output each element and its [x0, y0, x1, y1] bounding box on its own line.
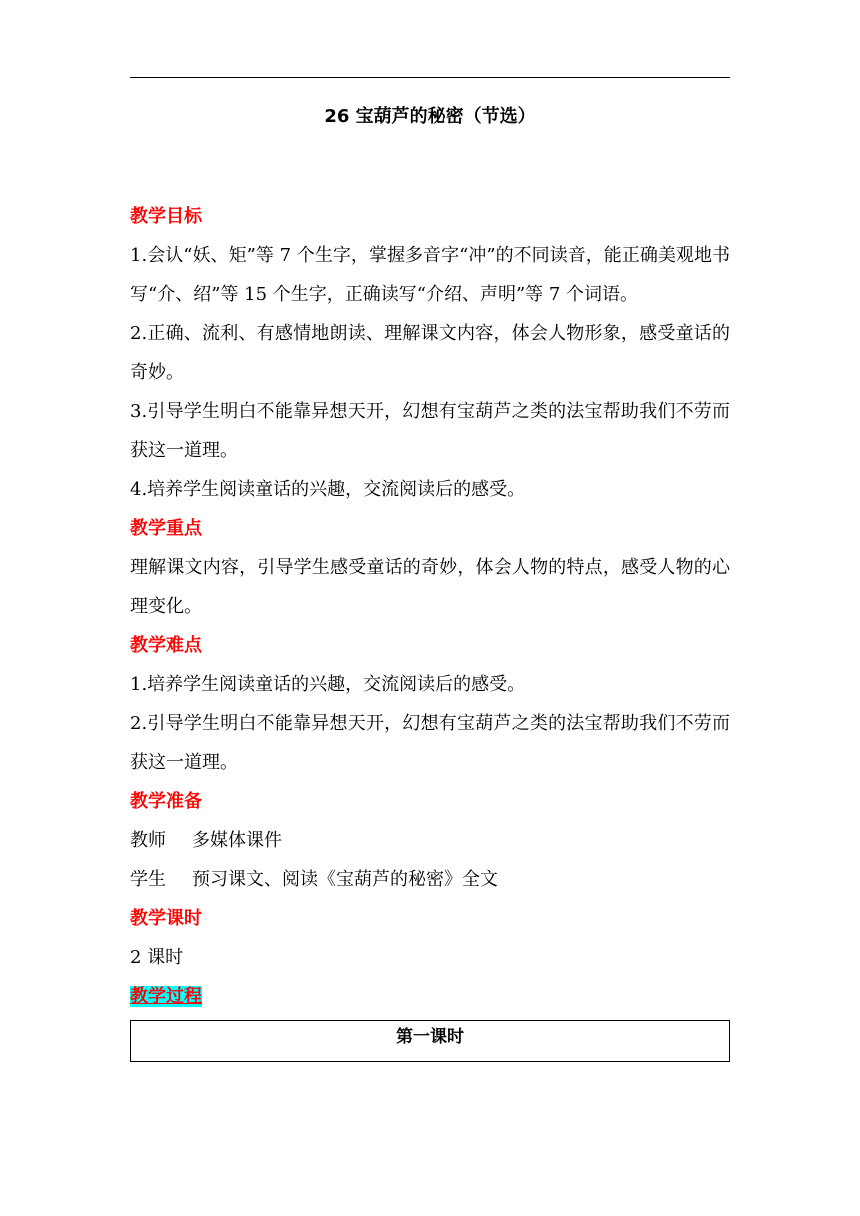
document-body	[130, 197, 730, 1062]
section-heading-difficulties: 教学难点	[130, 635, 202, 656]
page-title: 26 宝葫芦的秘密（节选）	[324, 106, 536, 127]
key-points-text: 理解课文内容，引导学生感受童话的奇妙，体会人物的特点，感受人物的心理变化。	[130, 557, 730, 617]
goal-item: 1.会认“妖、矩”等 7 个生字，掌握多音字“冲”的不同读音，能正确美观地书写“介、绍”等 15 个生字，正确读写“介绍、声明”等 7 个词语。	[130, 245, 730, 305]
header-rule	[130, 77, 730, 78]
section-heading-hours: 教学课时	[130, 908, 202, 929]
section-heading-key-points: 教学重点	[130, 518, 202, 539]
section-heading-preparation: 教学准备	[130, 791, 202, 812]
process-heading-text: 教学过程	[130, 986, 202, 1007]
student-value: 预习课文、阅读《宝葫芦的秘密》全文	[192, 869, 498, 890]
goal-item: 3.引导学生明白不能靠异想天开，幻想有宝葫芦之类的法宝帮助我们不劳而获这一道理。	[130, 401, 730, 461]
difficulty-item: 2.引导学生明白不能靠异想天开，幻想有宝葫芦之类的法宝帮助我们不劳而获这一道理。	[130, 713, 730, 773]
preparation-student-row	[130, 860, 730, 899]
section-heading-process	[130, 977, 730, 1016]
teacher-value: 多媒体课件	[192, 830, 282, 851]
goal-item: 4.培养学生阅读童话的兴趣，交流阅读后的感受。	[130, 479, 526, 500]
lesson-label: 第一课时	[396, 1027, 464, 1047]
section-heading-goals: 教学目标	[130, 206, 202, 227]
teacher-label: 教师	[130, 830, 166, 851]
goal-item: 2.正确、流利、有感情地朗读、理解课文内容，体会人物形象，感受童话的奇妙。	[130, 323, 730, 383]
lesson-table-header	[130, 1020, 730, 1062]
difficulty-item: 1.培养学生阅读童话的兴趣，交流阅读后的感受。	[130, 674, 526, 695]
hours-text: 2 课时	[130, 947, 184, 968]
preparation-teacher-row	[130, 821, 730, 860]
student-label: 学生	[130, 869, 166, 890]
